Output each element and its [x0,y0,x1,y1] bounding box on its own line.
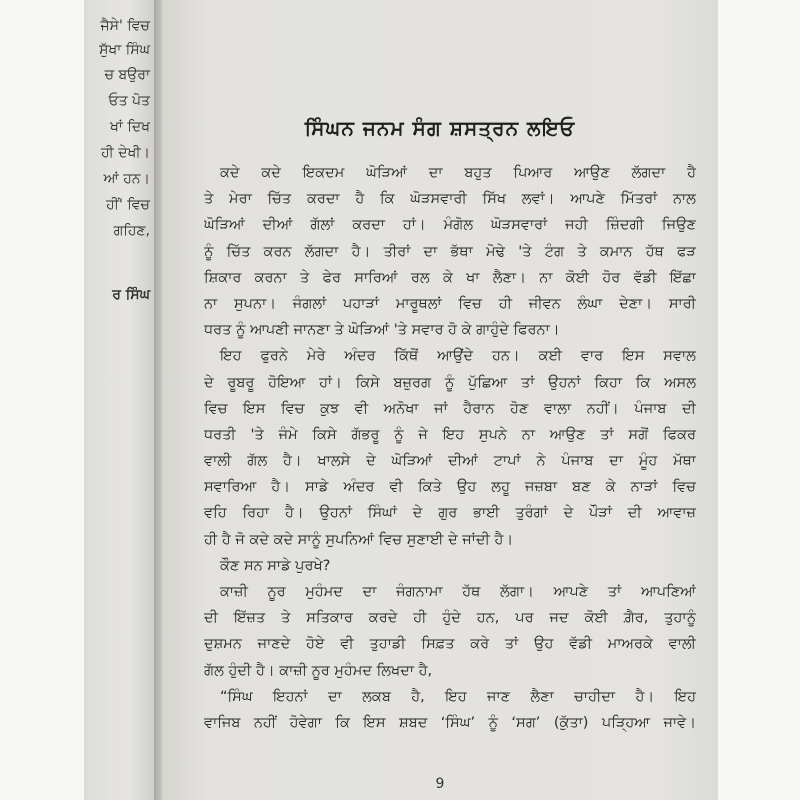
body-text [204,160,696,736]
text-line: ਵਾਲੀ ਗੱਲ ਹੈ। ਖਾਲਸੇ ਦੇ ਘੋੜਿਆਂ ਦੀਆਂ ਟਾਪਾਂ ਨੇ ਪੰਜਾਬ ਦਾ ਮੂੰਹ ਮੱਥਾ [204,453,696,470]
text-line: ਦੇ ਰੂਬਰੂ ਹੋਇਆ ਹਾਂ। ਕਿਸੇ ਬਜ਼ੁਰਗ ਨੂੰ ਪੁੱਛਿਆ ਤਾਂ ਉਹਨਾਂ ਕਿਹਾ ਕਿ ਅਸਲ [204,374,696,391]
text-line: ਵਹਿ ਰਿਹਾ ਹੈ। ਉਹਨਾਂ ਸਿੰਘਾਂ ਦੇ ਗੁਰ ਭਾਈ ਤੁਰੰਗਾਂ ਦੇ ਪੌੜਾਂ ਦੀ ਆਵਾਜ਼ [204,505,696,522]
text-line: ਦੁਸ਼ਮਨ ਜਾਣਦੇ ਹੋਏ ਵੀ ਤੁਹਾਡੀ ਸਿਫ਼ਤ ਕਰੇ ਤਾਂ ਉਹ ਵੱਡੀ ਮਾਅਰਕੇ ਵਾਲੀ [204,636,696,653]
left-page [84,0,156,800]
text-line: ਸ਼ਿਕਾਰ ਕਰਨਾ ਤੇ ਫੇਰ ਸਾਰਿਆਂ ਰਲ ਕੇ ਖਾ ਲੈਣਾ। ਨਾ ਕੋਈ ਹੋਰ ਵੱਡੀ ਇੱਛਾ [204,269,696,286]
left-page-line: ਓਤ ਪੋਤ [108,93,150,109]
left-page-line: ਜੈਸੇ' ਵਿਚ [100,18,150,34]
text-line: ਤੇ ਮੇਰਾ ਚਿੱਤ ਕਰਦਾ ਹੈ ਕਿ ਘੋੜਸਵਾਰੀ ਸਿੱਖ ਲਵਾਂ। ਆਪਣੇ ਮਿੱਤਰਾਂ ਨਾਲ [204,191,696,208]
left-page-line: ਖਾਂ ਦਿਖ [110,119,150,135]
left-page-line: ਹੀਂ' ਵਿਚ [106,197,150,213]
text-line: ਨੂੰ ਚਿੱਤ ਕਰਨ ਲੱਗਦਾ ਹੈ। ਤੀਰਾਂ ਦਾ ਭੱਥਾ ਮੋਢੇ 'ਤੇ ਟੰਗ ਤੇ ਕਮਾਨ ਹੱਥ ਫੜ [204,243,696,260]
text-line: ਧਰਤੀ 'ਤੇ ਜੰਮੇ ਕਿਸੇ ਗੱਭਰੂ ਨੂੰ ਜੇ ਇਹ ਸੁਪਨੇ ਨਾ ਆਉਣ ਤਾਂ ਸਗੋਂ ਫਿਕਰ [204,426,696,443]
left-page-line: ਗਹਿਣ, [113,223,150,239]
left-page-line: ਆਂ ਹਨ। [103,171,150,187]
text-line: ਗੱਲ ਹੁੰਦੀ ਹੈ। ਕਾਜ਼ੀ ਨੂਰ ਮੁਹੰਮਦ ਲਿਖਦਾ ਹੈ, [204,662,433,679]
left-page-line: ਰ ਸਿੰਘ [112,287,150,303]
text-line: ਹੀ ਹੈ ਜੋ ਕਦੇ ਕਦੇ ਸਾਨੂੰ ਸੁਪਨਿਆਂ ਵਿਚ ਸੁਣਾਈ ਦੇ ਜਾਂਦੀ ਹੈ। [204,531,514,548]
text-line: ਦੀ ਇੱਜ਼ਤ ਤੇ ਸਤਿਕਾਰ ਕਰਦੇ ਹੀ ਹੁੰਦੇ ਹਨ, ਪਰ ਜਦ ਕੋਈ ਗ਼ੈਰ, ਤੁਹਾਨੂੰ [204,610,696,627]
left-page-line: ਹੀ ਦੇਖੀ। [100,145,150,161]
text-line: ਇਹ ਫੁਰਨੇ ਮੇਰੇ ਅੰਦਰ ਕਿੱਥੋਂ ਆਉਂਦੇ ਹਨ। ਕਈ ਵਾਰ ਇਸ ਸਵਾਲ [220,348,696,365]
text-line: ਕੌਣ ਸਨ ਸਾਡੇ ਪੁਰਖੇ? [220,557,331,574]
chapter-title: ਸਿੰਘਨ ਜਨਮ ਸੰਗ ਸ਼ਸਤ੍ਰਨ ਲਇਓ [304,116,576,140]
text-line: ਕਦੇ ਕਦੇ ਇਕਦਮ ਘੋੜਿਆਂ ਦਾ ਬਹੁਤ ਪਿਆਰ ਆਉਣ ਲੱਗਦਾ ਹੈ [220,165,696,181]
left-page-line: ਸੁੱਖਾ ਸਿੰਘ [99,42,150,58]
text-line: ਸਵਾਰਿਆ ਹੈ। ਸਾਡੇ ਅੰਦਰ ਵੀ ਕਿਤੇ ਉਹ ਲਹੂ ਜਜ਼ਬਾ ਬਣ ਕੇ ਨਾੜਾਂ ਵਿਚ [204,479,696,496]
left-page-line: ਚ ਬਉਰਾ [104,67,150,83]
text-line: ਧਰਤ ਨੂੰ ਆਪਣੀ ਜਾਨਣਾ ਤੇ ਘੋੜਿਆਂ 'ਤੇ ਸਵਾਰ ਹੋ ਕੇ ਗਾਹੁੰਦੇ ਫਿਰਨਾ। [204,322,560,339]
text-line: ਘੋੜਿਆਂ ਦੀਆਂ ਗੱਲਾਂ ਕਰਦਾ ਹਾਂ। ਮੰਗੋਲ ਘੋੜਸਵਾਰਾਂ ਜਹੀ ਜ਼ਿੰਦਗੀ ਜਿਉਣ [204,217,696,234]
page-number: 9 [435,776,445,792]
text-line: ਵਾਜਿਬ ਨਹੀਂ ਹੋਵੇਗਾ ਕਿ ਇਸ ਸ਼ਬਦ ‘ਸਿੰਘ’ ਨੂੰ ‘ਸਗ’ (ਕੁੱਤਾ) ਪੜ੍ਹਿਆ ਜਾਵੇ। [204,714,696,731]
text-line: ਵਿਚ ਇਸ ਵਿਚ ਕੁਝ ਵੀ ਅਨੋਖਾ ਜਾਂ ਹੈਰਾਨ ਹੋਣ ਵਾਲਾ ਨਹੀਂ। ਪੰਜਾਬ ਦੀ [204,400,696,417]
text-line: “ਸਿੰਘ ਇਹਨਾਂ ਦਾ ਲਕਬ ਹੈ, ਇਹ ਜਾਣ ਲੈਣਾ ਚਾਹੀਦਾ ਹੈ। ਇਹ [220,688,696,705]
text-line: ਨਾ ਸੁਪਨਾ। ਜੰਗਲਾਂ ਪਹਾੜਾਂ ਮਾਰੂਥਲਾਂ ਵਿਚ ਹੀ ਜੀਵਨ ਲੰਘਾ ਦੇਣਾ। ਸਾਰੀ [204,295,696,312]
text-line: ਕਾਜ਼ੀ ਨੂਰ ਮੁਹੰਮਦ ਦਾ ਜੰਗਨਾਮਾ ਹੱਥ ਲੱਗਾ। ਆਪਣੇ ਤਾਂ ਆਪਣਿਆਂ [220,584,696,600]
right-page [162,0,718,800]
